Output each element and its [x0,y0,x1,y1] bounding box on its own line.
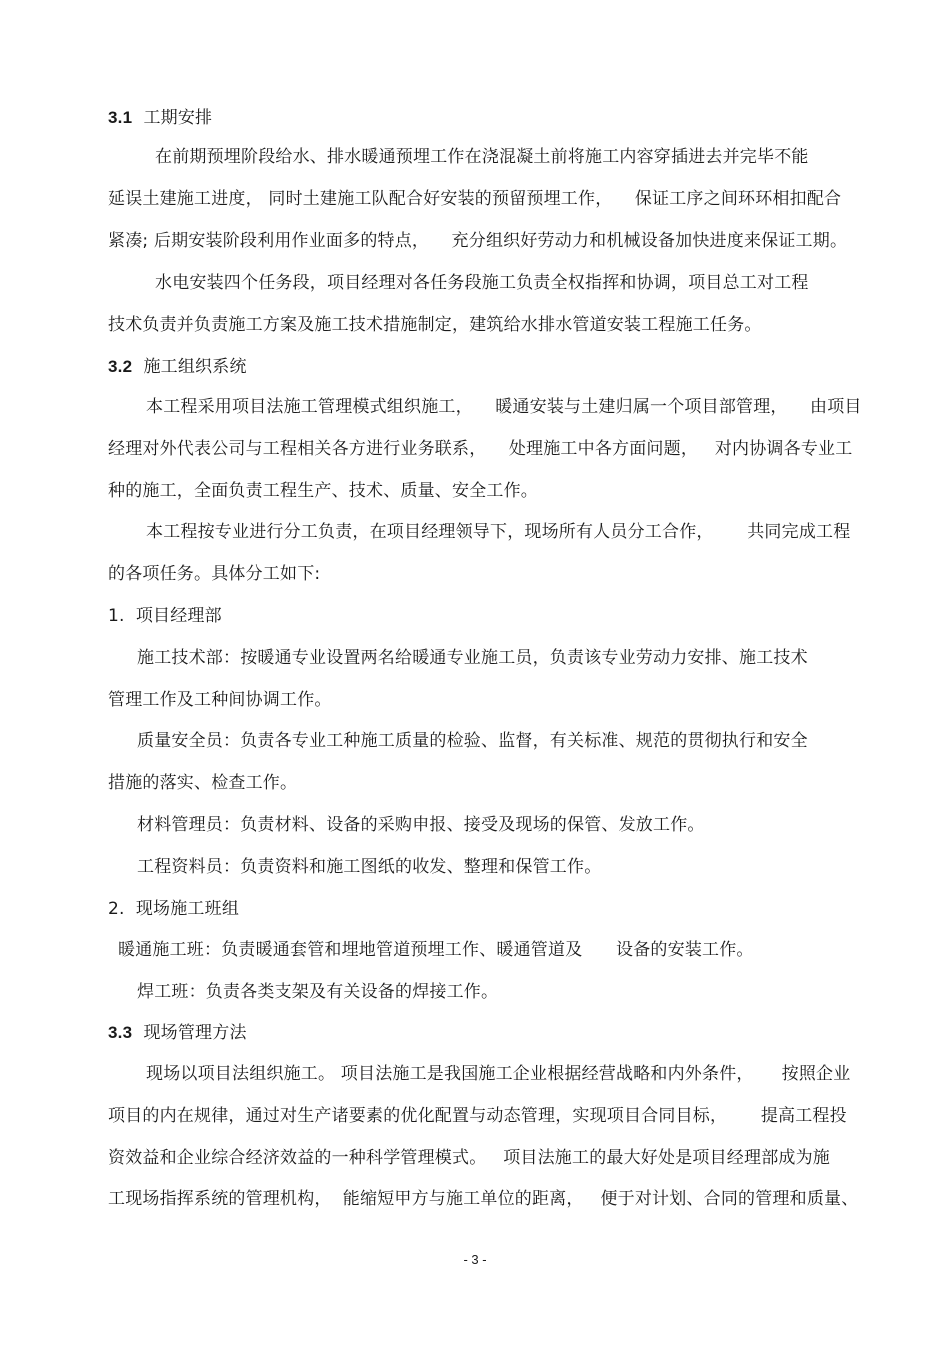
paragraph-line: 项目的内在规律，通过对生产诸要素的优化配置与动态管理，实现项目合同目标， 提高工程投 [108,1106,847,1126]
section-heading-3-1 [108,107,212,129]
list-item-line: 质量安全员：负责各专业工种施工质量的检验、监督，有关标准、规范的贯彻执行和安全 [137,731,808,751]
section-number: 3.3 [108,1023,133,1042]
paragraph-line: 技术负责并负责施工方案及施工技术措施制定，建筑给水排水管道安装工程施工任务。 [108,315,762,335]
paragraph-line: 工现场指挥系统的管理机构， 能缩短甲方与施工单位的距离， 便于对计划、合同的管理和质量、 [108,1189,859,1209]
list-item-line: 管理工作及工种间协调工作。 [108,690,332,710]
section-heading-3-2 [108,356,247,378]
paragraph-line: 本工程按专业进行分工负责，在项目经理领导下，现场所有人员分工合作， 共同完成工程 [146,522,851,542]
section-number: 3.2 [108,357,133,376]
list-item-line: 材料管理员：负责材料、设备的采购申报、接受及现场的保管、发放工作。 [137,815,705,835]
list-item-line: 暖通施工班：负责暖通套管和埋地管道预埋工作、暖通管道及 设备的安装工作。 [118,940,754,960]
section-title: 工期安排 [143,108,213,128]
section-title: 现场管理方法 [143,1023,247,1043]
page-number: - 3 - [463,1252,487,1267]
list-item-line: 焊工班：负责各类支架及有关设备的焊接工作。 [137,982,499,1002]
paragraph-line: 经理对外代表公司与工程相关各方进行业务联系， 处理施工中各方面问题， 对内协调各专业工 [108,439,853,459]
list-heading-2: 2. 现场施工班组 [108,899,240,919]
paragraph-line: 延误土建施工进度， 同时土建施工队配合好安装的预留预埋工作， 保证工序之间环环相扣配合 [108,189,842,209]
list-item-line: 工程资料员：负责资料和施工图纸的收发、整理和保管工作。 [137,857,602,877]
paragraph-line: 现场以项目法组织施工。 项目法施工是我国施工企业根据经营战略和内外条件， 按照企业 [146,1064,851,1084]
paragraph-line: 水电安装四个任务段，项目经理对各任务段施工负责全权指挥和协调，项目总工对工程 [155,273,809,293]
paragraph-line: 本工程采用项目法施工管理模式组织施工， 暖通安装与土建归属一个项目部管理， 由项目 [146,397,862,417]
paragraph-line: 的各项任务。具体分工如下: [108,564,321,584]
list-item-line: 措施的落实、检查工作。 [108,773,298,793]
paragraph-line: 种的施工，全面负责工程生产、技术、质量、安全工作。 [108,481,538,501]
list-heading-1: 1. 项目经理部 [108,606,222,626]
section-title: 施工组织系统 [143,357,247,377]
list-item-line: 施工技术部：按暖通专业设置两名给暖通专业施工员，负责该专业劳动力安排、施工技术 [137,648,808,668]
paragraph-line: 紧凑; 后期安装阶段利用作业面多的特点， 充分组织好劳动力和机械设备加快进度来保证工期。 [108,231,848,251]
paragraph-line: 在前期预埋阶段给水、排水暖通预埋工作在浇混凝土前将施工内容穿插进去并完毕不能 [155,147,809,167]
section-heading-3-3 [108,1022,247,1044]
section-number: 3.1 [108,108,133,127]
paragraph-line: 资效益和企业综合经济效益的一种科学管理模式。 项目法施工的最大好处是项目经理部成为施 [108,1148,831,1168]
